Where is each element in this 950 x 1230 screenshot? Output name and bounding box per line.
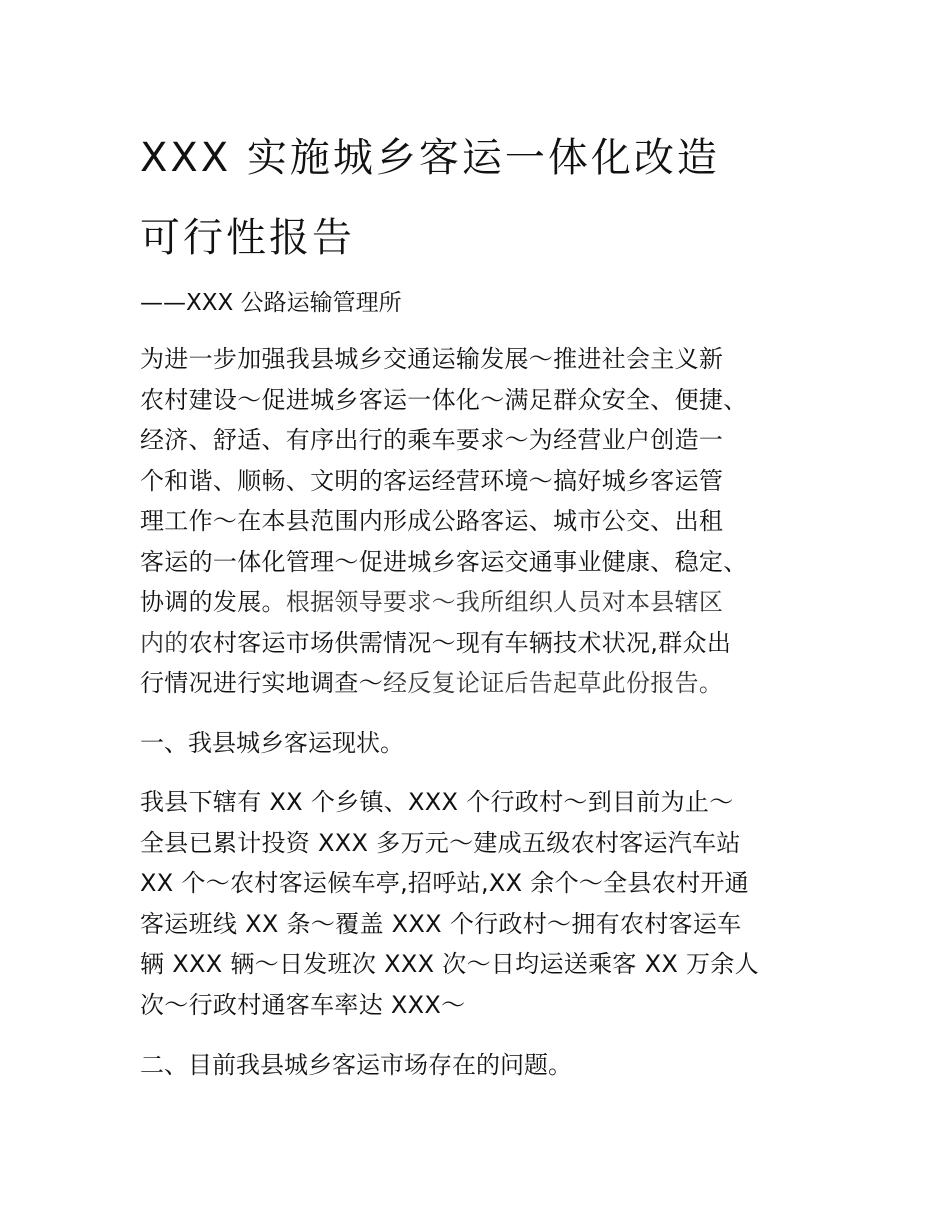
document-subtitle: ——XXX 公路运输管理所 [140,290,402,316]
intro-line [140,663,820,704]
intro-text-segment-muted: 内的 [140,628,189,657]
intro-line: 理工作～在本县范围内形成公路客运、城市公交、出租 [140,507,724,535]
section-1-paragraph [140,782,820,1025]
intro-text-segment: 行情况进行实地调查～ [140,669,383,697]
section-1-line: 次～行政村通客车率达 XXX～ [140,990,466,1019]
intro-text-segment: 农村客运市场供需情况～现有车辆技术状况,群众出 [188,628,732,657]
intro-line [140,623,820,664]
section-1-line: 全县已累计投资 XXX 多万元～建成五级农村客运汽车站 [140,828,741,857]
section-1-line: 客运班线 XX 条～覆盖 XXX 个行政村～拥有农村客运车 [140,909,742,938]
document-title-line-2: 可行性报告 [140,215,355,261]
intro-line [140,582,820,623]
document-title-line-1: XXX 实施城乡客运一体化改造 [140,135,720,181]
intro-line: 农村建设～促进城乡客运一体化～满足群众安全、便捷、 [140,385,748,414]
section-1-line: 辆 XXX 辆～日发班次 XXX 次～日均运送乘客 XX 万余人 [140,950,759,978]
intro-line: 客运的一体化管理～促进城乡客运交通事业健康、稳定、 [140,547,748,576]
intro-line: 经济、舒适、有序出行的乘车要求～为经营业户创造一 [140,426,724,454]
section-1-heading: 一、我县城乡客运现状。 [140,729,404,757]
section-1-line: 我县下辖有 XX 个乡镇、XXX 个行政村～到目前为止～ [140,788,734,816]
intro-text-segment: 协调的发展。 [140,588,286,616]
intro-line: 为进一步加强我县城乡交通运输发展～推进社会主义新 [140,345,724,373]
intro-text-segment-muted: 根据领导要求～我所组织人员对本县辖区 [285,588,724,616]
intro-text-segment-muted: 经反复论证后告起草此份报告。 [383,669,724,697]
intro-line: 个和谐、顺畅、文明的客运经营环境～搞好城乡客运管 [140,466,724,495]
section-1-line: XX 个～农村客运候车亭,招呼站,XX 余个～全县农村开通 [140,869,749,897]
intro-paragraph [140,339,820,704]
section-2-heading: 二、目前我县城乡客运市场存在的问题。 [140,1051,572,1079]
